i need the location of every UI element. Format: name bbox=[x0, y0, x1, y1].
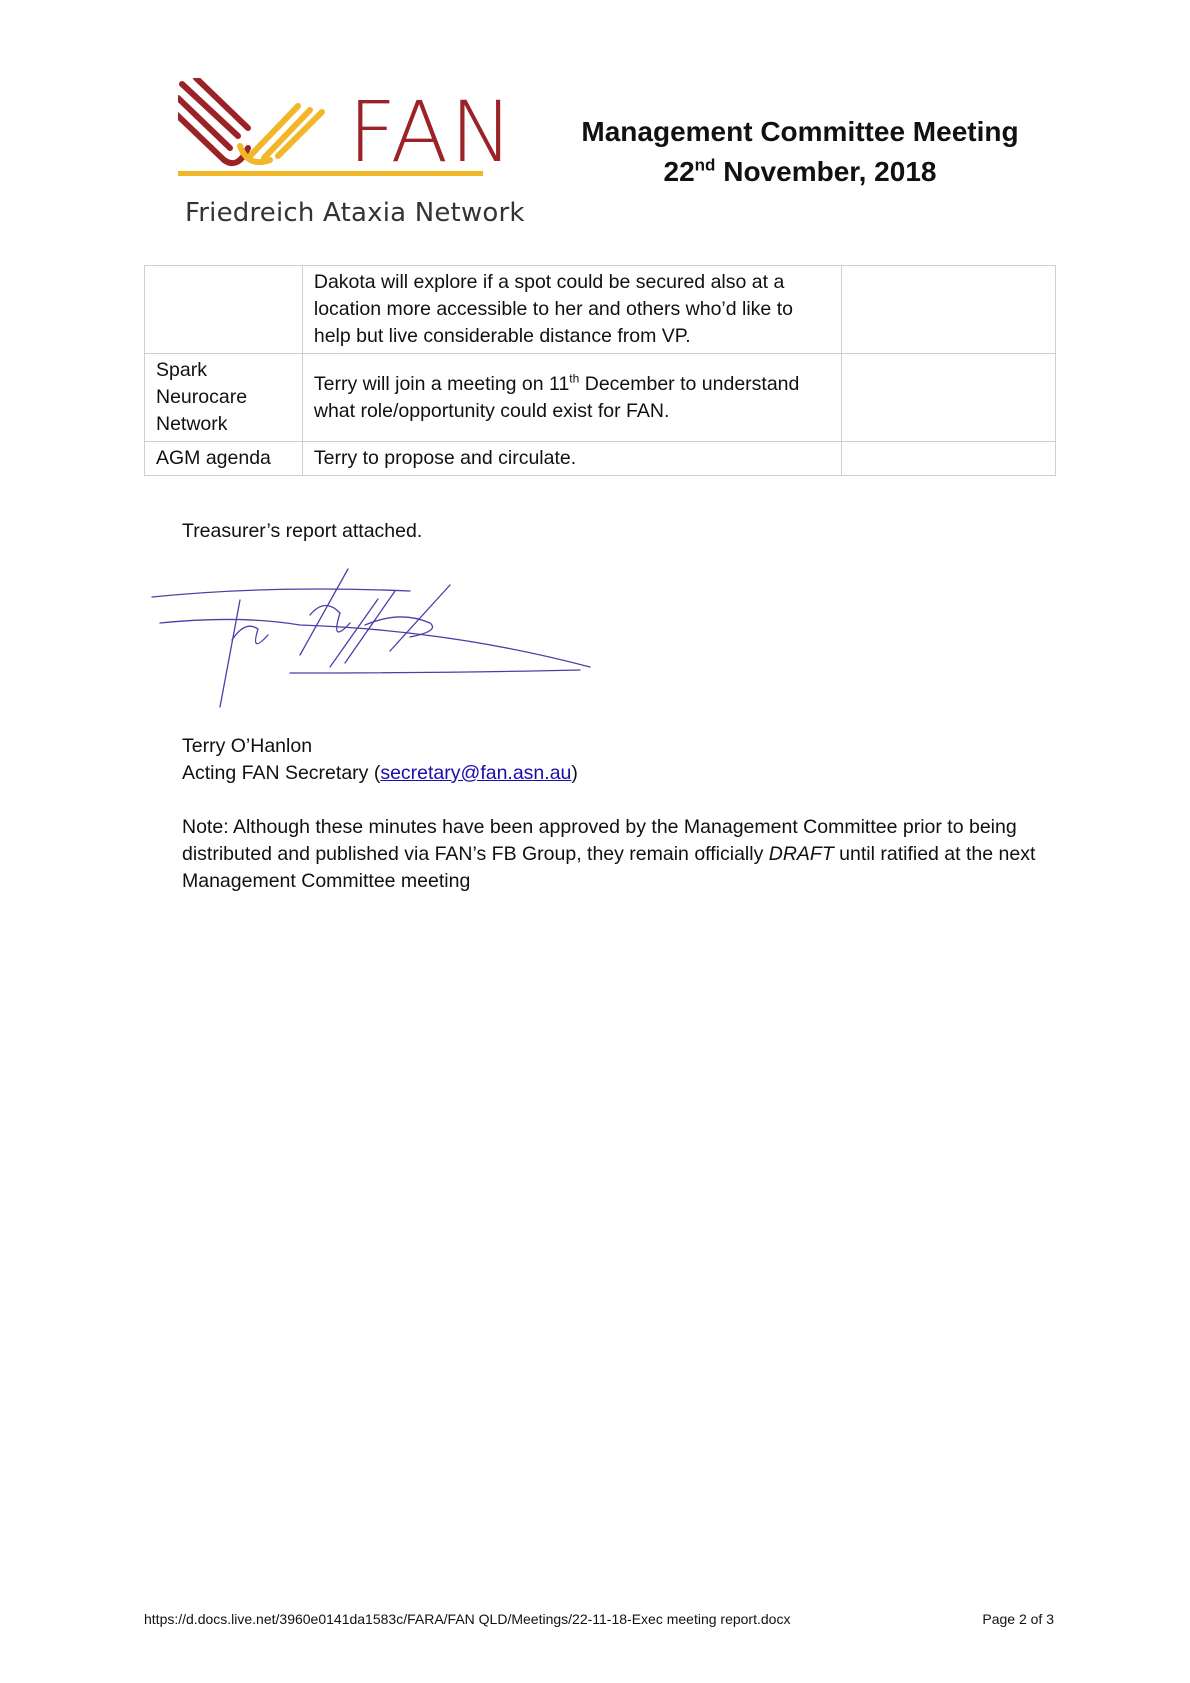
action-cell: Terry to propose and circulate. bbox=[302, 442, 841, 476]
fan-wordmark: FAN bbox=[348, 83, 515, 181]
role-suffix: ) bbox=[571, 762, 578, 784]
footer-url: https://d.docs.live.net/3960e0141da1583c/FARA/FAN QLD/Meetings/22-11-18-Exec meeting report.docx bbox=[144, 1611, 791, 1627]
action-text: December to understand what role/opportunity could exist for FAN. bbox=[313, 372, 800, 422]
topic-cell: Spark Neurocare Network bbox=[145, 354, 303, 442]
note-text-end: until ratified at the next Management Committee meeting bbox=[182, 843, 1036, 892]
date-rest: November, 2018 bbox=[715, 156, 937, 187]
page-number: Page 2 of 3 bbox=[982, 1611, 1054, 1627]
draft-note bbox=[182, 814, 1062, 895]
signature-image bbox=[150, 555, 600, 725]
logo-tagline: Friedreich Ataxia Network bbox=[185, 198, 525, 228]
meeting-title: Management Committee Meeting bbox=[581, 116, 1019, 147]
page-title bbox=[560, 112, 1040, 192]
meeting-date bbox=[560, 152, 1040, 192]
topic-cell: AGM agenda bbox=[145, 442, 303, 476]
responsible-cell bbox=[841, 354, 1055, 442]
topic-cell bbox=[145, 266, 303, 354]
minutes-table bbox=[144, 265, 1056, 476]
table-row bbox=[145, 354, 1056, 442]
responsible-cell bbox=[841, 266, 1055, 354]
date-day: 22 bbox=[663, 156, 695, 187]
signatory-name: Terry O’Hanlon bbox=[182, 735, 313, 757]
note-draft: DRAFT bbox=[768, 843, 834, 865]
table-row bbox=[145, 266, 1056, 354]
action-cell bbox=[302, 354, 841, 442]
ordinal-suffix: th bbox=[569, 371, 580, 385]
action-text: Terry will join a meeting on 11 bbox=[313, 372, 570, 395]
note-text: Note: Although these minutes have been approved by the Management Committee prior to being distributed and published via FAN’s FB Group, they remain officially bbox=[182, 816, 1017, 865]
date-suffix: nd bbox=[694, 155, 716, 175]
signatory-role bbox=[182, 760, 578, 787]
responsible-cell bbox=[841, 442, 1055, 476]
action-cell: Dakota will explore if a spot could be secured also at a location more accessible to her and others who’d like to help but live considerable distance from VP. bbox=[302, 266, 841, 354]
role-prefix: Acting FAN Secretary ( bbox=[182, 762, 381, 784]
email-link[interactable]: secretary@fan.asn.au bbox=[380, 762, 572, 784]
treasurer-note: Treasurer’s report attached. bbox=[182, 520, 423, 542]
table-row bbox=[145, 442, 1056, 476]
